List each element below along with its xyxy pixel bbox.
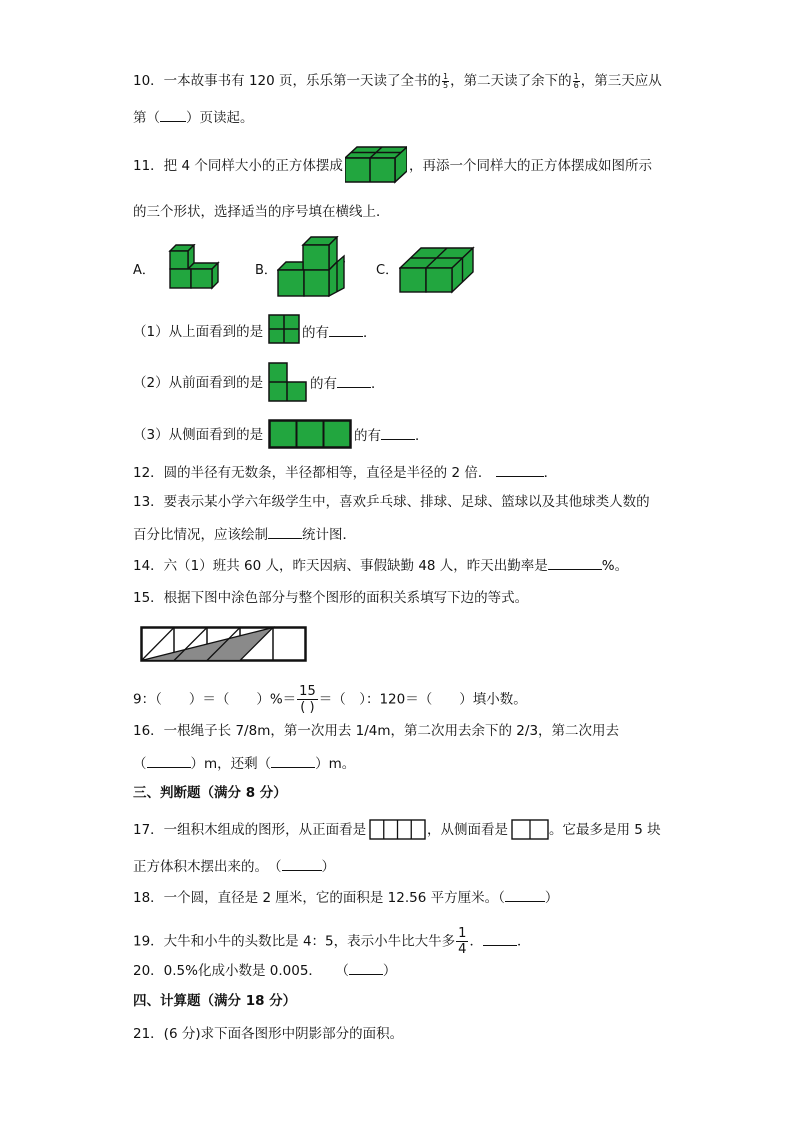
q14-line: 14．六（1）班共 60 人，昨天因病、事假缺勤 48 人，昨天出勤率是 %。 bbox=[133, 555, 628, 576]
answer-blank[interactable] bbox=[160, 107, 186, 122]
four-cube-block-icon bbox=[345, 144, 407, 184]
shape-a-cube-icon bbox=[168, 244, 220, 290]
q11-sub2-end: 的有 ． bbox=[310, 373, 385, 394]
q19-fraction: $\frac{1}{4}$ bbox=[458, 926, 467, 957]
front-view-four-squares-icon bbox=[369, 819, 426, 840]
q11-sub1-end: 的有 ． bbox=[302, 322, 377, 343]
option-a-label: A． bbox=[133, 263, 155, 278]
q11-sub2: （2）从前面看到的是 bbox=[133, 375, 264, 391]
q15-line: 15．根据下图中涂色部分与整个图形的面积关系填写下边的等式。 bbox=[133, 590, 529, 606]
front-view-l-shape-icon bbox=[268, 362, 308, 402]
q11-sub3-end: 的有 ． bbox=[354, 425, 429, 446]
q10-fraction-1: $\frac{1}{5}$ bbox=[443, 71, 449, 90]
q10-line2: 第（ ）页读起。 bbox=[133, 107, 254, 128]
answer-blank[interactable] bbox=[147, 753, 191, 768]
answer-blank[interactable] bbox=[381, 425, 415, 440]
q16-line2: （ ）m，还剩（ ）m。 bbox=[133, 753, 355, 774]
q10-line1: 10．一本故事书有 120 页，乐乐第一天读了全书的 $\frac{1}{5}$ ，第二天读了余下的 $\frac{1}{6}$ ，第三天应从 bbox=[133, 71, 662, 90]
q13-line1: 13．要表示某小学六年级学生中，喜欢乒乓球、排球、足球、篮球以及其他球类人数的 bbox=[133, 494, 650, 510]
q17-line1-end: 。它最多是用 5 块 bbox=[549, 822, 661, 838]
q21-line: 21．(6 分)求下面各图形中阴影部分的面积。 bbox=[133, 1026, 404, 1042]
q12-line: 12．圆的半径有无数条，半径都相等，直径是半径的 2 倍． ． bbox=[133, 462, 557, 483]
q16-line1: 16．一根绳子长 7/8m，第一次用去 1/4m，第二次用去余下的 2/3，第二次用去 bbox=[133, 723, 620, 739]
answer-blank[interactable] bbox=[329, 322, 363, 337]
section-4-title: 四、计算题（满分 18 分） bbox=[133, 993, 297, 1009]
q11-sub3: （3）从侧面看到的是 bbox=[133, 427, 264, 443]
shape-b-cube-icon bbox=[277, 236, 345, 298]
answer-blank[interactable] bbox=[271, 753, 315, 768]
section-3-title: 三、判断题（满分 8 分） bbox=[133, 785, 287, 801]
q18-line: 18．一个圆，直径是 2 厘米，它的面积是 12.56 平方厘米。（ ） bbox=[133, 887, 558, 908]
q11-sub1: （1）从上面看到的是 bbox=[133, 324, 264, 340]
q11-line2: 的三个形状，选择适当的序号填在横线上． bbox=[133, 204, 390, 220]
answer-blank[interactable] bbox=[505, 887, 545, 902]
q10-fraction-2: $\frac{1}{6}$ bbox=[573, 71, 579, 90]
answer-blank[interactable] bbox=[483, 931, 517, 946]
q15-fraction: $\frac{15}{( )}$ bbox=[299, 684, 316, 715]
shape-c-cube-icon bbox=[399, 244, 475, 296]
top-view-grid-icon bbox=[268, 314, 300, 344]
answer-blank[interactable] bbox=[496, 462, 544, 477]
q13-line2: 百分比情况，应该绘制 统计图． bbox=[133, 524, 356, 545]
q17-line2: 正方体积木摆出来的。 （ ） bbox=[133, 856, 335, 877]
q15-equation: 9：（ ）＝（ ）%＝ $\frac{15}{( )}$ ＝（ ）：120＝（ ）填小数。 bbox=[133, 684, 527, 715]
answer-blank[interactable] bbox=[268, 524, 302, 539]
side-view-row-icon bbox=[268, 419, 352, 449]
shaded-rectangle-figure bbox=[140, 626, 308, 662]
answer-blank[interactable] bbox=[548, 555, 602, 570]
answer-blank[interactable] bbox=[337, 373, 371, 388]
q17-line1-mid: ，从侧面看是 bbox=[427, 822, 508, 838]
answer-blank[interactable] bbox=[349, 960, 383, 975]
q11-line1: 11．把 4 个同样大小的正方体摆成 bbox=[133, 158, 343, 174]
q19-line: 19．大牛和小牛的头数比是 4：5，表示小牛比大牛多 $\frac{1}{4}$ ． ． bbox=[133, 926, 531, 957]
q20-line: 20．0.5%化成小数是 0.005． （ ） bbox=[133, 960, 396, 981]
option-c-label: C． bbox=[376, 263, 399, 278]
side-view-two-squares-icon bbox=[511, 819, 549, 840]
q17-line1: 17．一组积木组成的图形，从正面看是 bbox=[133, 822, 367, 838]
option-b-label: B． bbox=[255, 263, 277, 278]
q11-line1-end: ，再添一个同样大的正方体摆成如图所示 bbox=[409, 158, 652, 174]
answer-blank[interactable] bbox=[282, 856, 322, 871]
